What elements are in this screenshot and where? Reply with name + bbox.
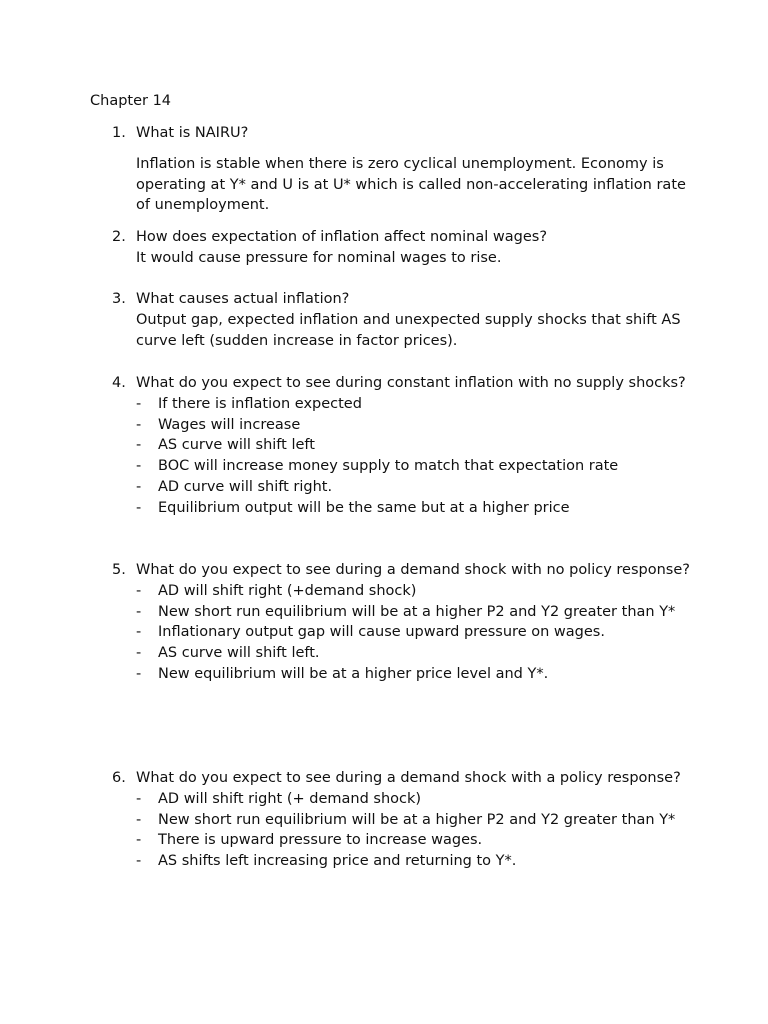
bullet-marker: - bbox=[136, 645, 142, 662]
list-item: - AS curve will shift left bbox=[136, 435, 692, 456]
question-text: What is NAIRU? bbox=[136, 125, 249, 141]
question-text: How does expectation of inflation affect nominal wages? bbox=[136, 229, 548, 245]
question-4 bbox=[112, 373, 692, 519]
question-2 bbox=[112, 227, 692, 269]
list-item: - AS shifts left increasing price and returning to Y*. bbox=[136, 851, 692, 872]
question-number: 4. bbox=[112, 375, 126, 391]
bullet-marker: - bbox=[136, 665, 142, 682]
answer-bullet-list bbox=[136, 581, 692, 685]
bullet-marker: - bbox=[136, 458, 142, 475]
question-text: What do you expect to see during a demand shock with a policy response? bbox=[136, 770, 681, 786]
bullet-marker: - bbox=[136, 790, 142, 807]
question-text: What causes actual inflation? bbox=[136, 291, 350, 307]
question-number: 6. bbox=[112, 770, 126, 786]
list-item: - New short run equilibrium will be at a higher P2 and Y2 greater than Y* bbox=[136, 810, 692, 831]
list-item: - AD curve will shift right. bbox=[136, 477, 692, 498]
list-item: - AS curve will shift left. bbox=[136, 643, 692, 664]
chapter-title: Chapter 14 bbox=[90, 93, 172, 109]
answer-bullet-list bbox=[136, 394, 692, 519]
list-item: - AD will shift right (+demand shock) bbox=[136, 581, 692, 602]
list-item: - BOC will increase money supply to match that expectation rate bbox=[136, 456, 692, 477]
answer-text: Output gap, expected inflation and unexpected supply shocks that shift AS curve left (sudden increase in factor prices). bbox=[136, 311, 681, 349]
bullet-marker: - bbox=[136, 416, 142, 433]
question-5 bbox=[112, 560, 692, 685]
question-number: 1. bbox=[112, 125, 126, 141]
bullet-marker: - bbox=[136, 832, 142, 849]
bullet-marker: - bbox=[136, 811, 142, 828]
list-item: - New equilibrium will be at a higher price level and Y*. bbox=[136, 664, 692, 685]
bullet-marker: - bbox=[136, 478, 142, 495]
answer-text: Inflation is stable when there is zero cyclical unemployment. Economy is operating at Y* and U is at U* which is called non-accelerating inflation rate of unemployment. bbox=[136, 155, 686, 214]
question-1 bbox=[112, 123, 692, 216]
list-item: - If there is inflation expected bbox=[136, 394, 692, 415]
answer-bullet-list bbox=[136, 789, 692, 872]
list-item: - Wages will increase bbox=[136, 415, 692, 436]
bullet-marker: - bbox=[136, 395, 142, 412]
bullet-marker: - bbox=[136, 437, 142, 454]
list-item: - New short run equilibrium will be at a higher P2 and Y2 greater than Y* bbox=[136, 602, 692, 623]
bullet-marker: - bbox=[136, 624, 142, 641]
question-3 bbox=[112, 289, 692, 351]
list-item: - Equilibrium output will be the same but at a higher price bbox=[136, 498, 692, 519]
question-number: 5. bbox=[112, 562, 126, 578]
list-item: - There is upward pressure to increase wages. bbox=[136, 830, 692, 851]
bullet-marker: - bbox=[136, 603, 142, 620]
question-text: What do you expect to see during constant inflation with no supply shocks? bbox=[136, 375, 686, 391]
question-6 bbox=[112, 768, 692, 872]
question-number: 3. bbox=[112, 291, 126, 307]
list-item: - Inflationary output gap will cause upward pressure on wages. bbox=[136, 622, 692, 643]
question-number: 2. bbox=[112, 229, 126, 245]
bullet-marker: - bbox=[136, 582, 142, 599]
list-item: - AD will shift right (+ demand shock) bbox=[136, 789, 692, 810]
bullet-marker: - bbox=[136, 853, 142, 870]
question-text: What do you expect to see during a demand shock with no policy response? bbox=[136, 562, 690, 578]
bullet-marker: - bbox=[136, 499, 142, 516]
answer-text: It would cause pressure for nominal wages to rise. bbox=[136, 249, 502, 266]
